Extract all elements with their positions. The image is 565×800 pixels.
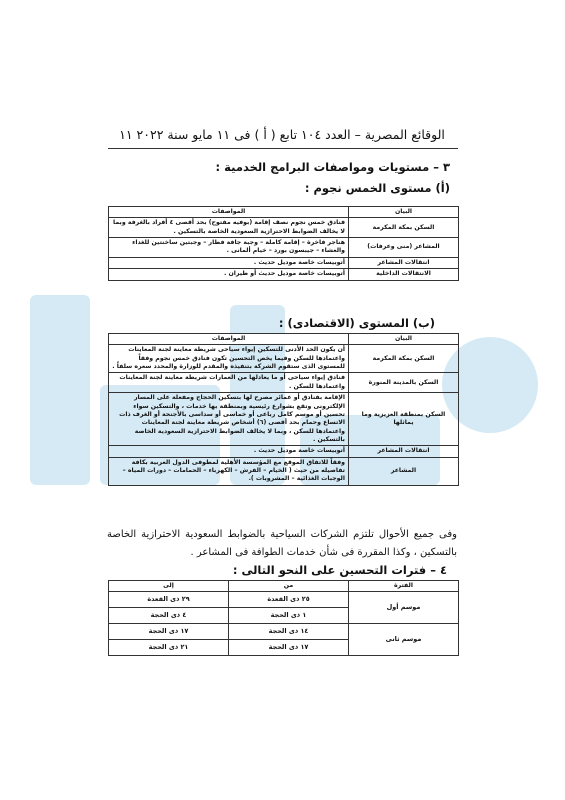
page-header: الوقائع المصرية – العدد ١٠٤ تابع ( أ ) فى ١١ مايو سنة ٢٠٢٢ ١١ [119,127,445,142]
section4-title: ٤ – فترات التحسين على النحو التالى : [232,563,447,577]
period-from: ٢٥ ذى القعدة [229,592,349,608]
row-label: انتقالات المشاعر [349,257,459,268]
row-label: المشاعر [349,457,459,485]
row-label: السكن بالمدينة المنورة [349,373,459,393]
economic-table [108,333,459,486]
table-row [109,446,459,457]
table-row [109,592,459,608]
section3-title: ٣ – مستويات ومواصفات البرامج الخدمية : [215,160,450,174]
period-to: ٢١ ذى الحجة [109,640,229,656]
column-header: من [229,581,349,592]
row-spec: أتوبيسات خاصة موديل حديث . [109,257,349,268]
column-header: الفترة [349,581,459,592]
column-header: البيان [349,334,459,345]
header-rule [108,148,458,149]
five-star-table [108,206,459,281]
table-row [109,457,459,485]
column-header: المواصفات [109,334,349,345]
period-to: ١٧ ذى الحجة [109,624,229,640]
season-label: موسم أول [349,592,459,624]
row-spec: هناجر فاخرة – إقامة كاملة – وجبة جافة فطار – وجبتين ساخنتين للغداء والعشاء – جيبسون بورد – خيام ألمانى . [109,238,349,258]
row-spec: أتوبيسات خاصة موديل حديث . [109,446,349,457]
row-spec: أن يكون الحد الأدنى للتسكين إيواء سياحى شريطة معاينة لجنة المعاينات واعتمادها للسكن وفيما يخص التحسين تكون فنادق خمس نجوم وفقاً للمستوى الذى ستقوم الشركة بتنفيذه والمقدم للوزارة والمحدد سعره سلفاً . [109,345,349,373]
table-row [109,393,459,446]
table-row [109,345,459,373]
table-header-row [109,581,459,592]
column-header: المواصفات [109,207,349,218]
table-row [109,624,459,640]
period-from: ١٧ ذى الحجة [229,640,349,656]
period-from: ١ ذى الحجة [229,608,349,624]
row-spec: أتوبيسات خاصة موديل حديث أو طيران . [109,269,349,280]
subsection-b-title: (ب) المستوى (الاقتصادى) : [278,316,435,330]
table-row [109,269,459,280]
row-label: السكن بمنطقة العزيزية وما يماثلها [349,393,459,446]
table-row [109,238,459,258]
period-from: ١٤ ذى الحجة [229,624,349,640]
closing-paragraph: وفى جميع الأحوال تلتزم الشركات السياحية بالضوابط السعودية الاحترازية الخاصة بالتسكين ، وكذا المقررة فى شأن خدمات الطوافة فى المشاعر . [107,529,457,558]
column-header: إلى [109,581,229,592]
subsection-a-title: (أ) مستوى الخمس نجوم : [304,181,450,195]
table-row [109,218,459,238]
table-row [109,373,459,393]
period-to: ٢٩ ذى القعدة [109,592,229,608]
row-label: المشاعر (منى وعرفات) [349,238,459,258]
row-label: السكن بمكة المكرمة [349,345,459,373]
table-row [109,257,459,268]
row-label: الانتقالات الداخلية [349,269,459,280]
column-header: البيان [349,207,459,218]
row-spec: فنادق خمس نجوم نصف إقامة (بوفيه مفتوح) بحد أقصى ٤ أفراد بالغرفة وبما لا يخالف الضوابط الاحترازية السعودية الخاصة بالتسكين . [109,218,349,238]
season-label: موسم ثانى [349,624,459,656]
row-spec: وفقاً للاتفاق الموقع مع المؤسسة الأهلية لمطوفى الدول العربية بكافة تفاصيله من حيث ( الخيام – الفرش – الكهرباء – الحمامات – دورات المياه – الوجبات الغذائية – المشروبات ). [109,457,349,485]
row-label: انتقالات المشاعر [349,446,459,457]
row-spec: الإقامة بفنادق أو عمائر مصرح لها بتسكين الحجاج ومفعلة على المسار الإلكترونى وتقع بشوارع رئيسية وبمنطقة بها خدمات ، والتسكين سواء تحسين أو موسم كامل رباعى أو خماسى أو سداسى بالأجنحة أو الغرف ذات الاتساع وحمام بحد أقصى (٦) أشخاص شريطة معاينة لجنة المعاينات واعتمادها للسكن ، وبما لا يخالف الضوابط الاحترازية السعودية الخاصة بالتسكين . [109,393,349,446]
table-header-row [109,207,459,218]
improvement-periods-table [108,580,459,656]
table-header-row [109,334,459,345]
row-spec: فنادق إيواء سياحى أو ما يعادلها من العمارات شريطة معاينة لجنة المعاينات واعتمادها للسكن . [109,373,349,393]
row-label: السكن بمكة المكرمة [349,218,459,238]
period-to: ٤ ذى الحجة [109,608,229,624]
